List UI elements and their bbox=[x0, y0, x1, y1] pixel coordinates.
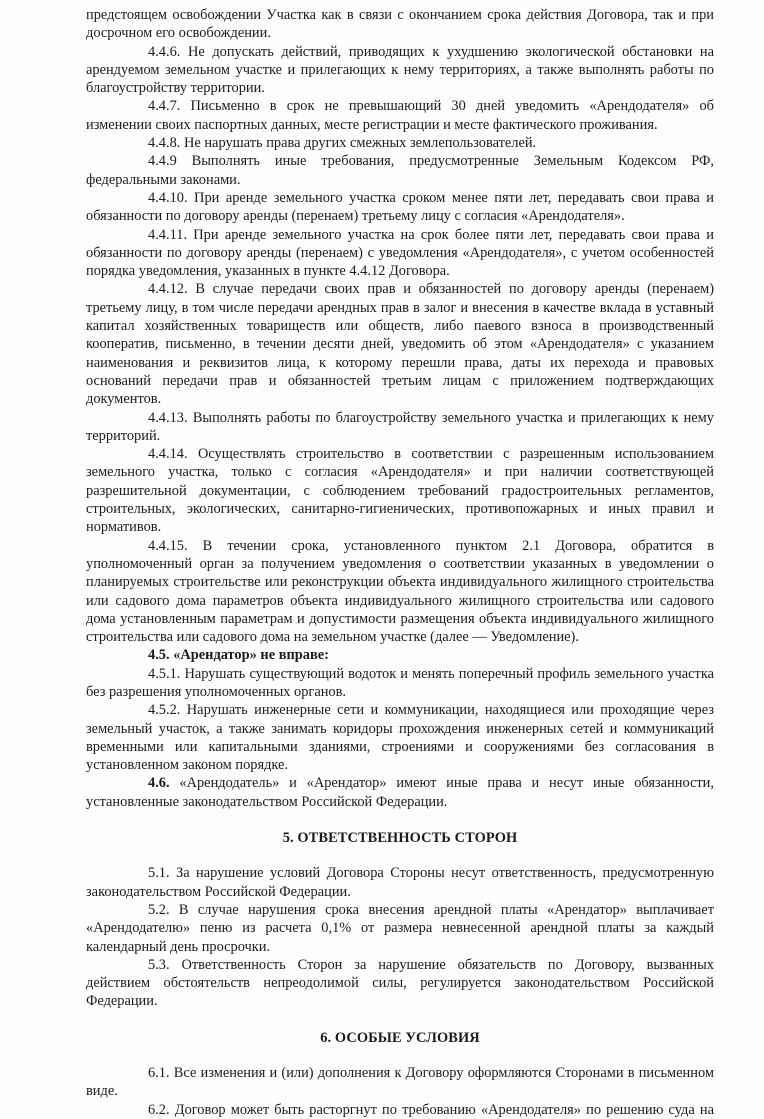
clause-4-5-2: 4.5.2. Нарушать инженерные сети и коммуникации, находящиеся или проходящие через земельный участок, а также занимать коридоры прохождения инженерных сетей и коммуникаций временными или капитальными зданиями, строениями и сооружениями без согласования в установленном законом порядке. bbox=[86, 702, 714, 774]
section-5-title: 5. ОТВЕТСТВЕННОСТЬ СТОРОН bbox=[282, 830, 518, 847]
clause-4-4-7: 4.4.7. Письменно в срок не превышающий 30 дней уведомить «Арендодателя» об изменении своих паспортных данных, месте регистрации и месте фактического проживания. bbox=[86, 98, 714, 133]
clause-4-6 bbox=[86, 774, 714, 811]
clause-5-2: 5.2. В случае нарушения срока внесения арендной платы «Арендатор» выплачивает «Арендодателю» пеню из расчета 0,1% от размера невнесенной арендной платы за каждый календарный день просрочки. bbox=[86, 901, 714, 955]
clause-4-4-15: 4.4.15. В течении срока, установленного пунктом 2.1 Договора, обратится в уполномоченный орган за получением уведомления о соответствии указанных в уведомлении о планируемых строительстве или реконструкции объекта индивидуального жилищного строительства или садового дома параметров объекта индивидуального жилищного строительства или садового дома установленным параметрам и допустимости размещения объекта индивидуального жилищного строительства или садового дома на земельном участке (далее — Уведомление). bbox=[86, 537, 714, 646]
clause-4-4-8: 4.4.8. Не нарушать права других смежных землепользователей. bbox=[148, 135, 537, 152]
section-6-title: 6. ОСОБЫЕ УСЛОВИЯ bbox=[320, 1029, 480, 1046]
clause-4-4-12: 4.4.12. В случае передачи своих прав и обязанностей по договору аренды (перенаем) третьему лицу, в том числе передачи арендных прав в залог и внесения в качестве вклада в уставный капитал хозяйственных товариществ или обществ, либо паевого взноса в производственный кооператив, письменно, в течении десяти дней, уведомить об этом «Арендодателя» с указанием наименования и реквизитов лица, к которому перешли права, даты их перехода и правовых оснований передачи прав и обязанностей третьим лицам с приложением подтверждающих документов. bbox=[86, 281, 714, 408]
clause-4-4-6: 4.4.6. Не допускать действий, приводящих к ухудшению экологической обстановки на арендуемом земельном участке и прилегающих к нему территориях, а также выполнять работы по благоустройству территории. bbox=[86, 43, 714, 97]
clause-4-4-13: 4.4.13. Выполнять работы по благоустройству земельного участка и прилегающих к нему территорий. bbox=[86, 409, 714, 444]
clause-4-4-14: 4.4.14. Осуществлять строительство в соответствии с разрешенным использованием земельного участка, только с согласия «Арендодателя» и при наличии соответствующей разрешительной документации, с соблюдением требований градостроительных регламентов, строительных, экологических, санитарно-гигиенических, противопожарных и иных правил и нормативов. bbox=[86, 446, 714, 536]
document-page bbox=[86, 6, 714, 1119]
clause-4-5-1: 4.5.1. Нарушать существующий водоток и менять поперечный профиль земельного участка без разрешения уполномоченных органов. bbox=[86, 665, 714, 700]
clause-5-3: 5.3. Ответственность Сторон за нарушение обязательств по Договору, вызванных действием обстоятельств непреодолимой силы, регулируется законодательством Российской Федерации. bbox=[86, 956, 714, 1010]
clause-4-6-number: 4.6. bbox=[148, 775, 170, 792]
clause-4-4-9: 4.4.9 Выполнять иные требования, предусмотренные Земельным Кодексом РФ, федеральными законами. bbox=[86, 153, 714, 188]
clause-4-4-11: 4.4.11. При аренде земельного участка на срок более пяти лет, передавать свои права и обязанности по договору аренды (перенаем) с уведомления «Арендодателя», с учетом особенностей порядка уведомления, указанных в пункте 4.4.12 Договора. bbox=[86, 226, 714, 280]
clause-6-1: 6.1. Все изменения и (или) дополнения к Договору оформляются Сторонами в письменном виде. bbox=[86, 1065, 714, 1100]
clause-5-1: 5.1. За нарушение условий Договора Стороны несут ответственность, предусмотренную законодательством Российской Федерации. bbox=[86, 865, 714, 900]
paragraph-continuation: предстоящем освобождении Участка как в связи с окончанием срока действия Договора, так и при досрочном его освобождении. bbox=[86, 7, 714, 42]
clause-4-4-10: 4.4.10. При аренде земельного участка сроком менее пяти лет, передавать свои права и обязанности по договору аренды (перенаем) третьему лицу с согласия «Арендодателя». bbox=[86, 189, 714, 225]
clause-4-5-heading: 4.5. «Арендатор» не вправе: bbox=[148, 647, 329, 664]
clause-4-6-text: «Арендодатель» и «Арендатор» имеют иные права и несут иные обязанности, установленные законодательством Российской Федерации. bbox=[86, 775, 714, 810]
clause-6-2: 6.2. Договор может быть расторгнут по требованию «Арендодателя» по решению суда на bbox=[148, 1101, 714, 1118]
